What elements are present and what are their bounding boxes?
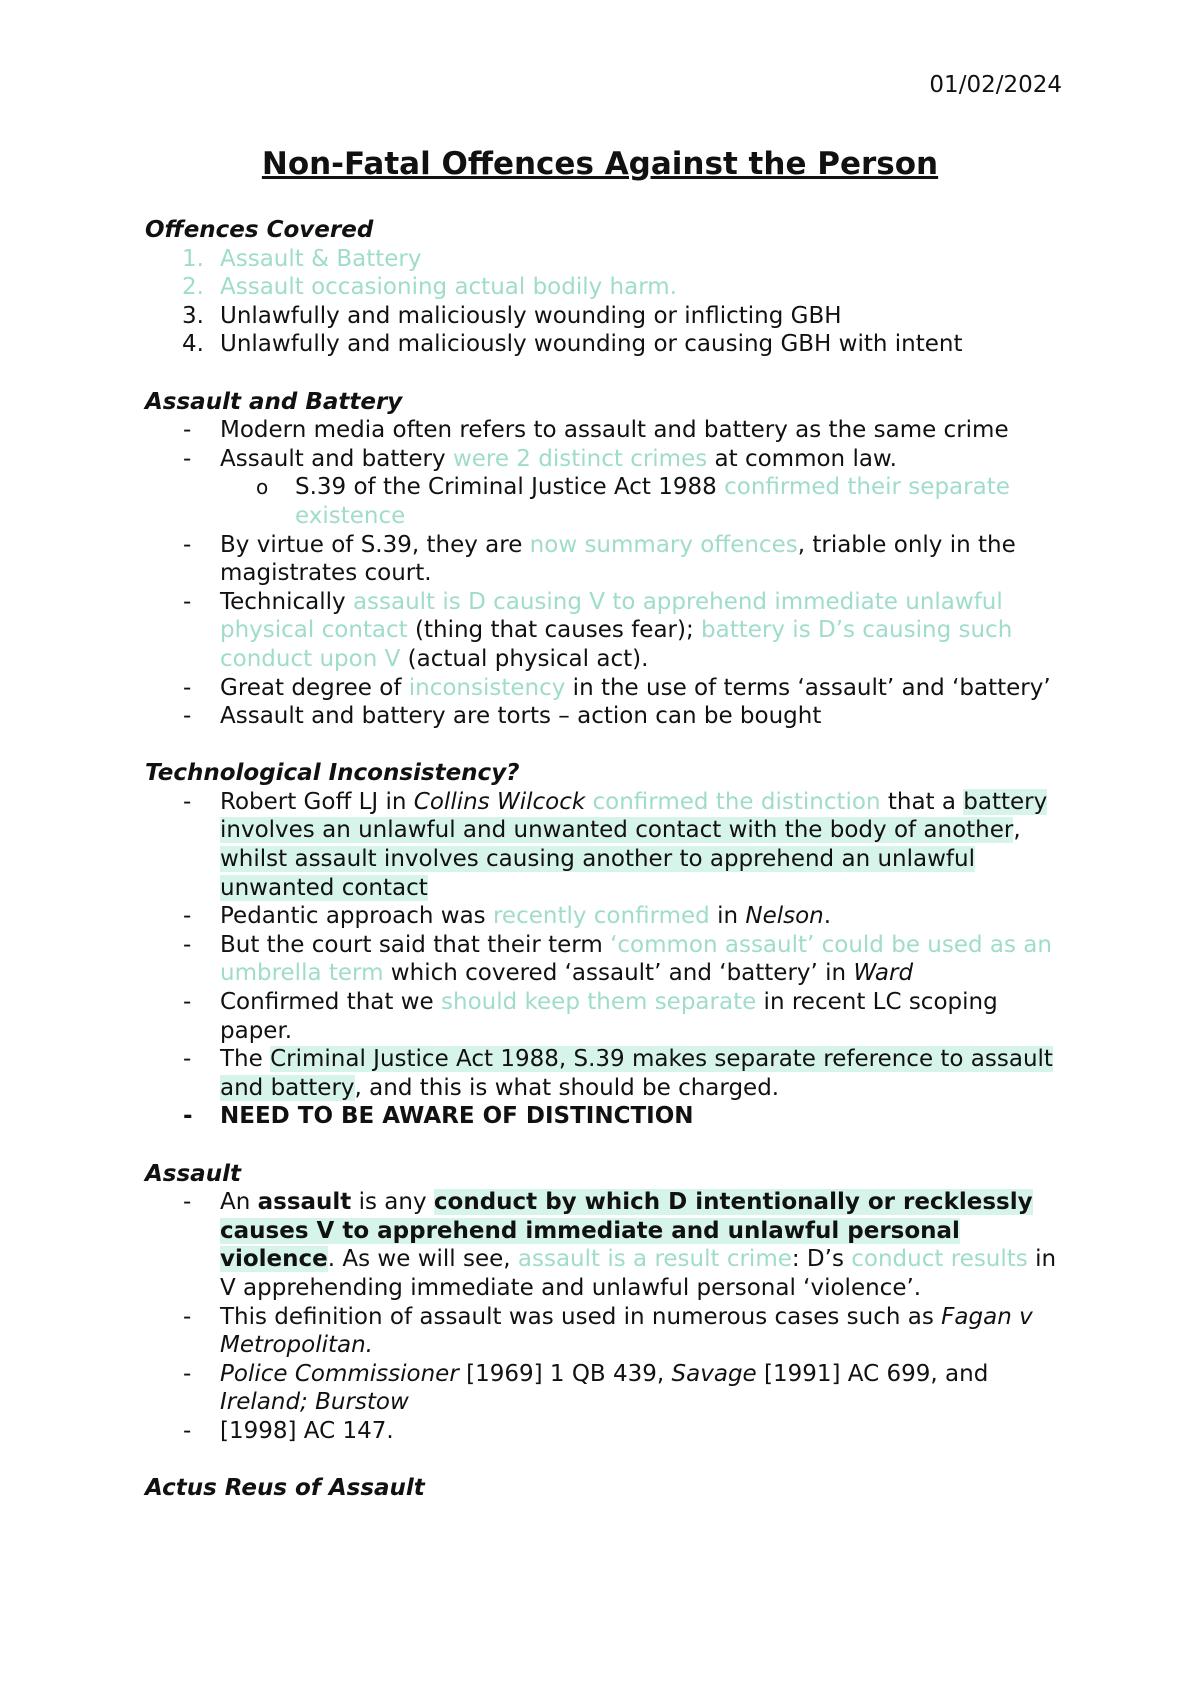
list-item: - Pedantic approach was recently confirmed in Nelson.	[183, 903, 832, 930]
sub-list-item: o S.39 of the Criminal Justice Act 1988 confirmed their separate existence	[256, 474, 1010, 529]
list-item: - Great degree of inconsistency in the use of terms ‘assault’ and ‘battery’	[183, 674, 1051, 701]
list-item: - NEED TO BE AWARE OF DISTINCTION	[183, 1103, 694, 1130]
section-heading-assault: Assault	[145, 1160, 241, 1187]
list-item: 2. Assault occasioning actual bodily harm.	[182, 274, 677, 301]
section-heading-assault-battery: Assault and Battery	[145, 388, 403, 415]
list-item: - But the court said that their term ‘common assault’ could be used as an umbrella term which covered ‘assault’ and ‘battery’ in Ward	[183, 931, 1052, 987]
tech-list	[145, 788, 1065, 1131]
list-item: - Robert Goff LJ in Collins Wilcock confirmed the distinction that a battery involves an unlawful and unwanted contact with the body of another, whilst assault involves causing another to apprehend an unlawful unwanted contact	[183, 788, 1048, 901]
list-item: - Technically assault is D causing V to apprehend immediate unlawful physical contact (thing that causes fear); battery is D’s causing such conduct upon V (actual physical act).	[183, 588, 1013, 672]
section-heading-actus-reus: Actus Reus of Assault	[145, 1475, 425, 1502]
list-item: - Modern media often refers to assault and battery as the same crime	[183, 417, 1009, 444]
assault-list	[145, 1188, 1065, 1445]
list-item: 3. Unlawfully and maliciously wounding or inflicting GBH	[182, 302, 842, 329]
list-item: - The Criminal Justice Act 1988, S.39 makes separate reference to assault and battery, and this is what should be charged.	[183, 1046, 1053, 1101]
list-item: - This definition of assault was used in numerous cases such as Fagan v Metropolitan.	[183, 1303, 1033, 1359]
document-body	[145, 216, 1065, 1503]
list-item: - By virtue of S.39, they are now summary offences, triable only in the magistrates court.	[183, 531, 1016, 587]
offences-list	[145, 245, 1065, 359]
document-date: 01/02/2024	[929, 72, 1062, 98]
list-item: 1. Assault & Battery	[182, 245, 422, 272]
list-item: - Confirmed that we should keep them separate in recent LC scoping paper.	[183, 989, 998, 1044]
list-item: - Assault and battery were 2 distinct crimes at common law. o S.39 of the Criminal Justice Act 1988 confirmed their separate existence	[145, 445, 1065, 531]
sub-list	[220, 473, 1065, 530]
list-item: - Assault and battery are torts – action can be bought	[183, 703, 822, 730]
assault-battery-list	[145, 416, 1065, 731]
list-item: - [1998] AC 147.	[183, 1417, 394, 1444]
section-heading-offences: Offences Covered	[145, 217, 374, 243]
list-item: - An assault is any conduct by which D intentionally or recklessly causes V to apprehend immediate and unlawful personal violence. As we will see, assault is a result crime: D’s conduct results in V apprehending immediate and unlawful personal ‘violence’.	[183, 1189, 1057, 1301]
document-title: Non-Fatal Offences Against the Person	[261, 146, 939, 182]
list-item: - Police Commissioner [1969] 1 QB 439, Savage [1991] AC 699, and Ireland; Burstow	[183, 1360, 989, 1416]
section-heading-tech-inconsistency: Technological Inconsistency?	[145, 760, 520, 787]
list-item: 4. Unlawfully and maliciously wounding or causing GBH with intent	[182, 331, 963, 358]
